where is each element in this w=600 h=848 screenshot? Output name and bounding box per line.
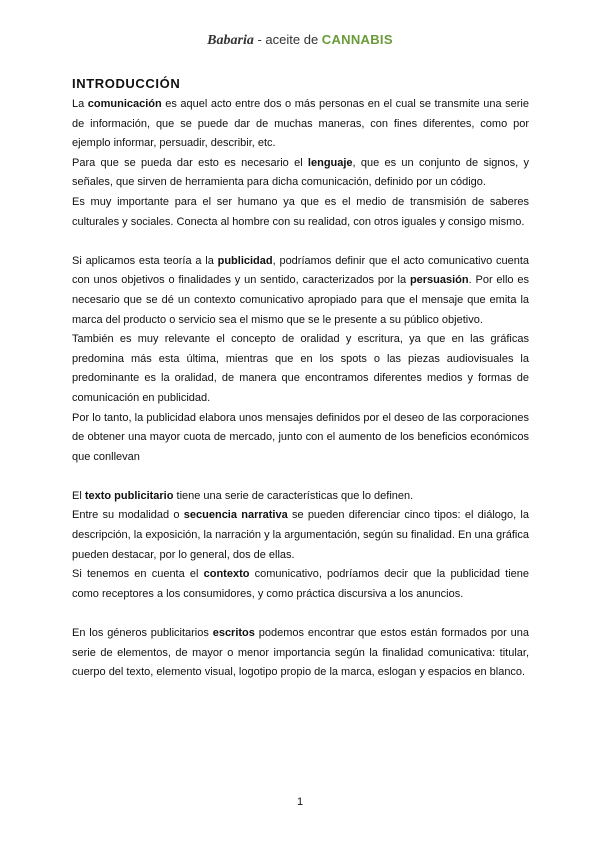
paragraph-generos-escritos [72, 624, 529, 683]
text-run: Si aplicamos esta teoría a la [72, 254, 218, 267]
paragraph-comunicacion [72, 95, 529, 154]
spacer [72, 604, 529, 624]
bold-term: publicidad [217, 254, 273, 267]
bold-term: lenguaje [307, 156, 353, 169]
paragraph-lenguaje [72, 154, 529, 193]
text-run: Entre su modalidad o [72, 509, 184, 522]
paragraph-contexto [72, 565, 529, 604]
header-separator: - aceite de [253, 32, 322, 47]
text-run: Para que se pueda dar esto es necesario el [72, 156, 308, 169]
text-run: se pueden diferenciar cinco tipos: el diálogo, la descripción, la exposición, la narración y la argumentación, según su finalidad. En una gráfica pueden destacar, por lo general, dos de ellas. [72, 509, 529, 561]
bold-term: secuencia narrativa [183, 509, 288, 522]
page-number: 1 [296, 796, 304, 808]
bold-term: persuasión [409, 274, 469, 287]
document-body [72, 76, 529, 683]
text-run: , que es un conjunto de signos, y señales, que sirven de herramienta para dicha comunicación, definido por un código. [72, 156, 529, 189]
paragraph-mensajes: Por lo tanto, la publicidad elabora unos mensajes definidos por el deseo de las corporaciones de obtener una mayor cuota de mercado, junto con el aumento de los beneficios económicos que conllevan [72, 411, 529, 463]
text-run: comunicativo, podríamos decir que la publicidad tiene como receptores a los consumidores, y como práctica discursiva a los anuncios. [72, 568, 529, 600]
bold-term: contexto [203, 568, 250, 581]
bold-term: escritos [212, 627, 255, 640]
text-run: , podríamos definir que el acto comunicativo cuenta con unos objetivos o finalidades y un sentido, caracterizados por la [72, 254, 529, 287]
bold-term: comunicación [87, 98, 162, 110]
text-run: La [72, 98, 88, 110]
header-brand: Babaria [207, 33, 254, 48]
spacer [72, 232, 529, 252]
text-run: podemos encontrar que estos están formados por una serie de elementos, de mayor o menor importancia según la finalidad comunicativa: titular, cuerpo del texto, elemento visual, logotipo propio de la marca, eslogan y espacios en blanco. [72, 627, 529, 679]
paragraph-publicidad [72, 252, 529, 330]
paragraph-oralidad: También es muy relevante el concepto de oralidad y escritura, ya que en las gráficas predomina más esta última, mientras que en los spots o las piezas audiovisuales la predominante es la oralidad, de manera que encontramos diferentes medios y formas de comunicación en publicidad. [72, 333, 529, 404]
text-run: . Por ello es necesario que se dé un contexto comunicativo apropiado para que el mensaje que emita la marca del producto o servicio sea el mismo que se le presente a su público objetivo. [72, 274, 529, 326]
text-run: Si tenemos en cuenta el [72, 568, 204, 581]
header-accent: CANNABIS [321, 32, 393, 47]
page-header [0, 32, 600, 49]
paragraph-texto-publicitario [72, 487, 529, 507]
paragraph-secuencia-narrativa [72, 506, 529, 565]
text-run: tiene una serie de características que lo definen. [173, 489, 414, 502]
text-run: es aquel acto entre dos o más personas en el cual se transmite una serie de información, que se puede dar de muchas maneras, con fines diferentes, como por ejemplo informar, persuadir, describir, etc. [72, 98, 529, 150]
section-title: INTRODUCCIÓN [72, 76, 181, 91]
bold-term: texto publicitario [84, 489, 174, 502]
spacer [72, 467, 529, 487]
paragraph-importancia: Es muy importante para el ser humano ya que es el medio de transmisión de saberes culturales y sociales. Conecta al hombre con su realidad, con otros iguales y consigo mismo. [72, 195, 529, 228]
text-run: El [72, 489, 85, 502]
text-run: En los géneros publicitarios [72, 627, 213, 640]
